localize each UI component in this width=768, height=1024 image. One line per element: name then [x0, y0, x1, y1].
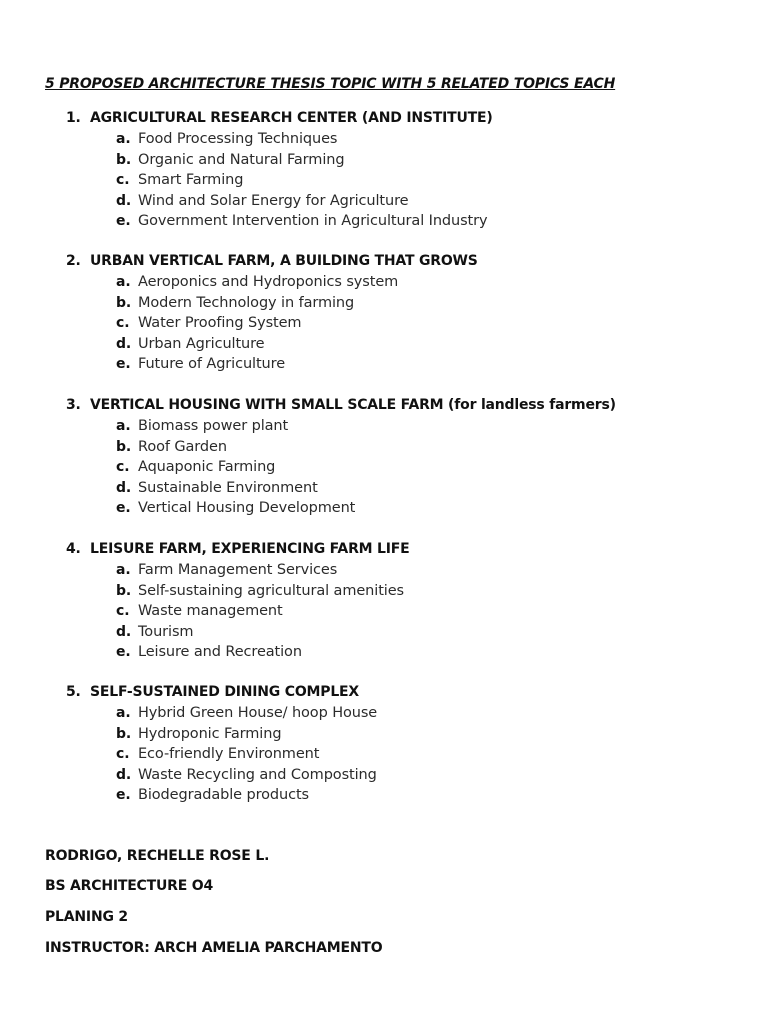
item-text: Food Processing Techniques	[138, 131, 338, 147]
topic-heading	[66, 539, 746, 560]
topic-number: 3.	[66, 397, 81, 413]
list-item	[66, 560, 746, 581]
item-letter: e.	[116, 356, 131, 373]
item-text: Biodegradable products	[138, 787, 310, 804]
item-letter: c.	[116, 172, 130, 189]
item-letter: e.	[116, 500, 131, 517]
item-text: Leisure and Recreation	[138, 644, 302, 661]
topic-heading	[66, 682, 746, 703]
item-text: Self-sustaining agricultural amenities	[138, 582, 404, 599]
item-letter: c.	[116, 459, 130, 476]
item-letter: c.	[116, 315, 130, 332]
item-letter: d.	[116, 479, 132, 496]
item-letter: c.	[116, 603, 130, 620]
topic-title: VERTICAL HOUSING WITH SMALL SCALE FARM (for landless farmers)	[90, 397, 616, 413]
item-text: Eco-friendly Environment	[138, 746, 320, 763]
item-letter: e.	[116, 787, 131, 804]
topic-4	[66, 539, 746, 663]
item-text: Sustainable Environment	[138, 479, 318, 496]
item-text: Smart Farming	[138, 172, 244, 189]
item-letter: a.	[116, 131, 131, 147]
item-text: Roof Garden	[138, 438, 227, 455]
topic-title: AGRICULTURAL RESEARCH CENTER (AND INSTITUTE)	[90, 110, 493, 126]
item-text: Farm Management Services	[138, 562, 338, 578]
topic-title: URBAN VERTICAL FARM, A BUILDING THAT GROWS	[90, 253, 478, 269]
list-item	[66, 498, 746, 519]
topic-title: LEISURE FARM, EXPERIENCING FARM LIFE	[90, 541, 410, 557]
list-item	[66, 478, 746, 499]
item-letter: e.	[116, 644, 131, 661]
list-item	[66, 642, 746, 663]
list-item	[66, 581, 746, 602]
list-item	[66, 150, 746, 171]
list-item	[66, 293, 746, 314]
item-text: Aeroponics and Hydroponics system	[138, 274, 399, 290]
item-letter: b.	[116, 438, 132, 455]
item-letter: d.	[116, 623, 132, 640]
document-title: 5 PROPOSED ARCHITECTURE THESIS TOPIC WITH 5 RELATED TOPICS EACH	[45, 76, 616, 92]
subtopic-list	[66, 129, 746, 232]
item-text: Tourism	[138, 623, 194, 640]
topic-heading	[66, 251, 746, 272]
list-item	[66, 416, 746, 437]
topic-number: 5.	[66, 684, 81, 700]
item-letter: a.	[116, 562, 131, 578]
item-text: Water Proofing System	[138, 315, 302, 332]
topic-2	[66, 251, 746, 375]
item-letter: a.	[116, 274, 131, 290]
subject-line: PLANING 2	[45, 909, 128, 925]
student-name: RODRIGO, RECHELLE ROSE L.	[45, 848, 270, 864]
item-letter: d.	[116, 192, 132, 209]
list-item	[66, 724, 746, 745]
item-text: Wind and Solar Energy for Agriculture	[138, 192, 409, 209]
topic-3	[66, 395, 746, 519]
list-item	[66, 765, 746, 786]
list-item	[66, 170, 746, 191]
item-text: Waste management	[138, 603, 283, 620]
list-item	[66, 191, 746, 212]
list-item	[66, 313, 746, 334]
item-text: Aquaponic Farming	[138, 459, 276, 476]
list-item	[66, 272, 746, 293]
list-item	[66, 601, 746, 622]
item-letter: a.	[116, 418, 131, 434]
item-letter: b.	[116, 582, 132, 599]
topic-title: SELF-SUSTAINED DINING COMPLEX	[90, 684, 360, 700]
topic-number: 1.	[66, 110, 81, 126]
item-text: Hybrid Green House/ hoop House	[138, 705, 378, 721]
list-item	[66, 354, 746, 375]
item-text: Modern Technology in farming	[138, 294, 355, 311]
list-item	[66, 129, 746, 150]
list-item	[66, 457, 746, 478]
list-item	[66, 703, 746, 724]
item-text: Future of Agriculture	[138, 356, 286, 373]
topic-1	[66, 108, 746, 232]
item-letter: b.	[116, 151, 132, 168]
item-letter: e.	[116, 213, 131, 230]
list-item	[66, 211, 746, 232]
item-letter: b.	[116, 294, 132, 311]
topic-heading	[66, 395, 746, 416]
item-letter: b.	[116, 725, 132, 742]
subtopic-list	[66, 272, 746, 375]
item-text: Biomass power plant	[138, 418, 289, 434]
topic-number: 4.	[66, 541, 81, 557]
instructor-line: INSTRUCTOR: ARCH AMELIA PARCHAMENTO	[45, 940, 383, 956]
topic-heading	[66, 108, 746, 129]
item-letter: a.	[116, 705, 131, 721]
list-item	[66, 334, 746, 355]
course-line: BS ARCHITECTURE O4	[45, 878, 214, 894]
topic-5	[66, 682, 746, 806]
item-text: Government Intervention in Agricultural Industry	[138, 213, 488, 230]
subtopic-list	[66, 416, 746, 519]
item-text: Organic and Natural Farming	[138, 151, 345, 168]
list-item	[66, 785, 746, 806]
list-item	[66, 622, 746, 643]
item-text: Urban Agriculture	[138, 335, 265, 352]
item-letter: d.	[116, 766, 132, 783]
list-item	[66, 744, 746, 765]
item-text: Vertical Housing Development	[138, 500, 356, 517]
subtopic-list	[66, 560, 746, 663]
list-item	[66, 437, 746, 458]
item-text: Hydroponic Farming	[138, 725, 282, 742]
item-letter: d.	[116, 335, 132, 352]
item-text: Waste Recycling and Composting	[138, 766, 377, 783]
item-letter: c.	[116, 746, 130, 763]
subtopic-list	[66, 703, 746, 806]
topic-number: 2.	[66, 253, 81, 269]
